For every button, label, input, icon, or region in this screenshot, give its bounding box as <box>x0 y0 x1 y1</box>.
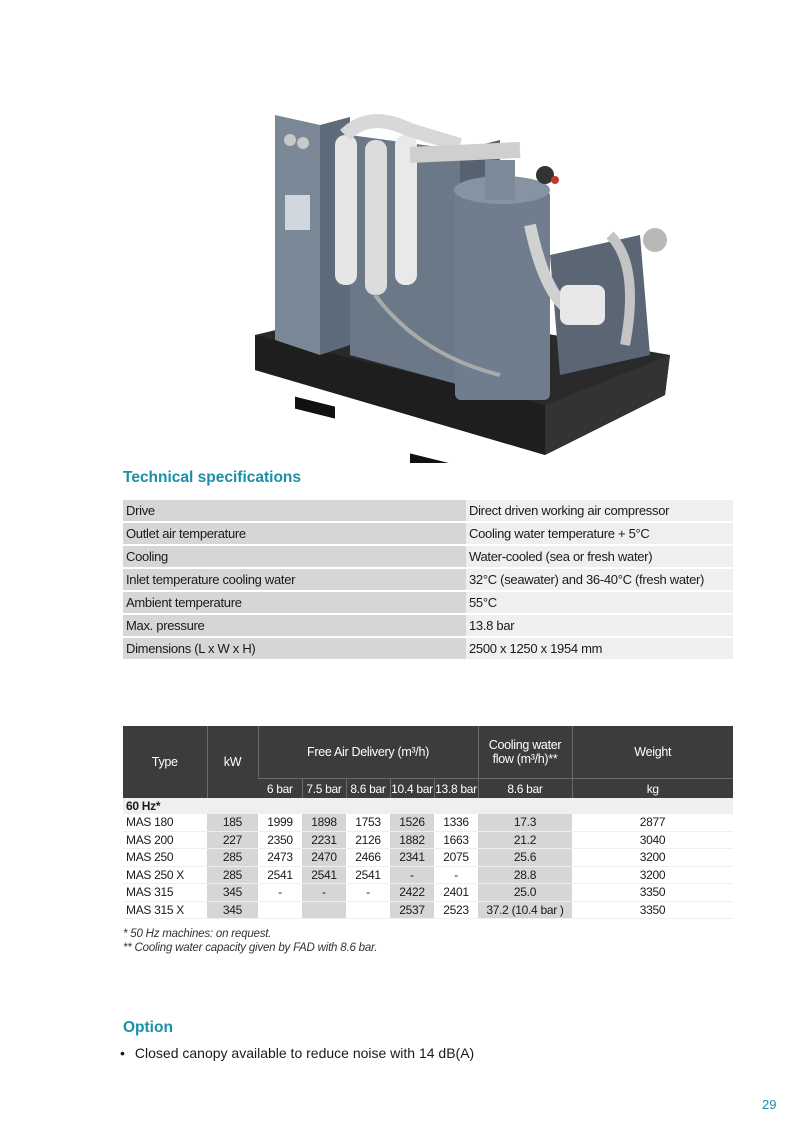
cell-fad: 2401 <box>434 884 478 902</box>
cell-type: MAS 250 X <box>123 866 207 884</box>
spec-row <box>123 545 733 568</box>
spec-label: Outlet air temperature <box>123 522 466 545</box>
cell-fad: 2541 <box>346 866 390 884</box>
spec-row <box>123 500 733 522</box>
cell-fad: 1999 <box>258 814 302 831</box>
cell-fad: - <box>346 884 390 902</box>
header-weight: Weight <box>572 726 733 779</box>
cell-fad: 2470 <box>302 849 346 867</box>
cell-fad: 2541 <box>258 866 302 884</box>
option-title: Option <box>123 1019 173 1036</box>
spec-row <box>123 568 733 591</box>
cell-fad: 2466 <box>346 849 390 867</box>
cell-type: MAS 180 <box>123 814 207 831</box>
subheader-6-bar: 6 bar <box>258 779 302 799</box>
cell-fad: 1526 <box>390 814 434 831</box>
cell-fad: 2075 <box>434 849 478 867</box>
spec-value: 32°C (seawater) and 36-40°C (fresh water) <box>466 568 733 591</box>
spec-value: Direct driven working air compressor <box>466 500 733 522</box>
cell-kw: 345 <box>207 901 258 919</box>
table-row <box>123 901 733 919</box>
cell-kw: 285 <box>207 866 258 884</box>
cell-fad: 2523 <box>434 901 478 919</box>
spec-value: 13.8 bar <box>466 614 733 637</box>
spec-row <box>123 614 733 637</box>
performance-table <box>123 726 733 919</box>
spec-label: Dimensions (L x W x H) <box>123 637 466 660</box>
cell-fad: 2537 <box>390 901 434 919</box>
cell-fad: 2473 <box>258 849 302 867</box>
cell-cooling: 25.6 <box>478 849 572 867</box>
subheader-8-6-bar: 8.6 bar <box>346 779 390 799</box>
cell-weight: 2877 <box>572 814 733 831</box>
spec-row <box>123 522 733 545</box>
spec-value: Water-cooled (sea or fresh water) <box>466 545 733 568</box>
cell-fad: - <box>258 884 302 902</box>
group-label-60hz: 60 Hz* <box>123 798 733 814</box>
spec-label: Cooling <box>123 545 466 568</box>
cell-fad: 1336 <box>434 814 478 831</box>
cell-fad <box>302 901 346 919</box>
cell-fad: 2341 <box>390 849 434 867</box>
subheader-13-8-bar: 13.8 bar <box>434 779 478 799</box>
footnote-cooling-water: ** Cooling water capacity given by FAD with 8.6 bar. <box>123 942 378 954</box>
cell-weight: 3200 <box>572 866 733 884</box>
technical-specifications-table <box>123 500 733 661</box>
cell-fad: 1663 <box>434 831 478 849</box>
cell-fad: 2126 <box>346 831 390 849</box>
table-row <box>123 849 733 867</box>
cell-type: MAS 250 <box>123 849 207 867</box>
cell-kw: 185 <box>207 814 258 831</box>
cell-fad: - <box>390 866 434 884</box>
subheader-weight-unit: kg <box>572 779 733 799</box>
cell-type: MAS 315 X <box>123 901 207 919</box>
cell-fad: - <box>302 884 346 902</box>
cell-weight: 3350 <box>572 901 733 919</box>
cell-kw: 227 <box>207 831 258 849</box>
cell-type: MAS 200 <box>123 831 207 849</box>
header-kw: kW <box>207 726 258 798</box>
subheader-10-4-bar: 10.4 bar <box>390 779 434 799</box>
cell-fad: 2422 <box>390 884 434 902</box>
cell-cooling: 37.2 (10.4 bar ) <box>478 901 572 919</box>
cell-fad: 2350 <box>258 831 302 849</box>
spec-label: Inlet temperature cooling water <box>123 568 466 591</box>
spec-label: Max. pressure <box>123 614 466 637</box>
cell-fad: 2541 <box>302 866 346 884</box>
cell-kw: 285 <box>207 849 258 867</box>
cell-fad <box>258 901 302 919</box>
product-image <box>200 55 730 463</box>
option-list <box>120 1045 474 1061</box>
header-free-air-delivery: Free Air Delivery (m³/h) <box>258 726 478 779</box>
compressor-machine-icon <box>200 55 730 463</box>
cell-weight: 3200 <box>572 849 733 867</box>
table-row <box>123 814 733 831</box>
cell-type: MAS 315 <box>123 884 207 902</box>
page-number: 29 <box>762 1097 777 1112</box>
cell-fad: - <box>434 866 478 884</box>
subheader-7-5-bar: 7.5 bar <box>302 779 346 799</box>
spec-value: 55°C <box>466 591 733 614</box>
cell-weight: 3350 <box>572 884 733 902</box>
spec-row <box>123 591 733 614</box>
subheader-cooling-pressure: 8.6 bar <box>478 779 572 799</box>
cell-fad: 1753 <box>346 814 390 831</box>
cell-fad: 1882 <box>390 831 434 849</box>
cell-kw: 345 <box>207 884 258 902</box>
table-row <box>123 831 733 849</box>
cell-cooling: 28.8 <box>478 866 572 884</box>
header-type: Type <box>123 726 207 798</box>
header-cooling-water-flow: Cooling water flow (m³/h)** <box>478 726 572 779</box>
table-row <box>123 884 733 902</box>
cell-cooling: 17.3 <box>478 814 572 831</box>
cell-cooling: 21.2 <box>478 831 572 849</box>
list-item: • Closed canopy available to reduce noise with 14 dB(A) <box>120 1045 474 1061</box>
cell-weight: 3040 <box>572 831 733 849</box>
spec-value: Cooling water temperature + 5°C <box>466 522 733 545</box>
cell-fad: 1898 <box>302 814 346 831</box>
spec-value: 2500 x 1250 x 1954 mm <box>466 637 733 660</box>
table-row <box>123 866 733 884</box>
cell-fad <box>346 901 390 919</box>
cell-fad: 2231 <box>302 831 346 849</box>
technical-specifications-title: Technical specifications <box>123 469 302 486</box>
cell-cooling: 25.0 <box>478 884 572 902</box>
spec-label: Ambient temperature <box>123 591 466 614</box>
spec-label: Drive <box>123 500 466 522</box>
footnote-50hz: * 50 Hz machines: on request. <box>123 928 272 940</box>
spec-row <box>123 637 733 660</box>
